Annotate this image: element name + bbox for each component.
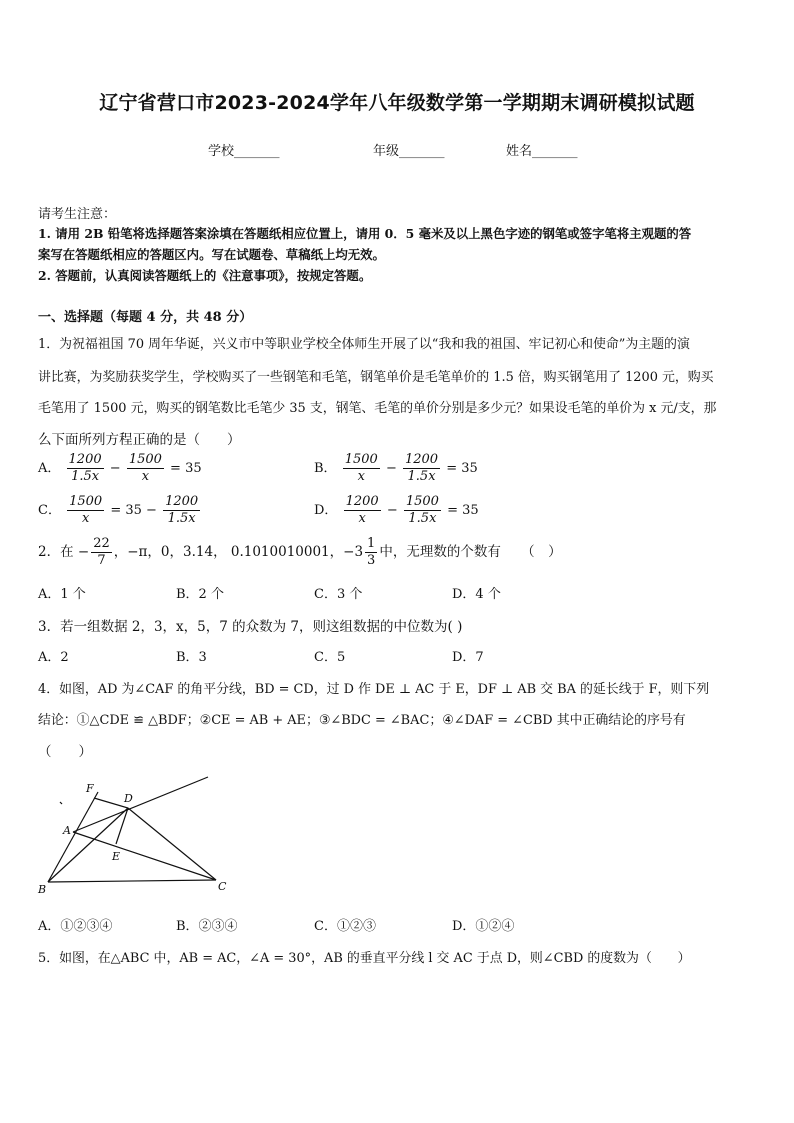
line-bc <box>48 880 216 882</box>
q1-option-b[interactable]: B． $\frac{1500}{x}$ − $\frac{1200}{1.5x}$ = 35 <box>314 452 478 484</box>
label-e: E <box>112 850 121 863</box>
notice-item-1a: 1. 请用 2B 铅笔将选择题答案涂填在答题纸相应位置上，请用 0．5 毫米及以上黑色字迹的钢笔或签字笔将主观题的答 <box>38 226 692 241</box>
q4-option-b[interactable]: B．②③④ <box>176 919 238 934</box>
q4-option-c[interactable]: C．①②③ <box>314 919 376 934</box>
option-label: D． <box>314 503 338 518</box>
fraction: $\frac{1}{3}$ <box>367 536 376 568</box>
section-heading: 一、选择题（每题 4 分，共 48 分） <box>38 310 253 325</box>
q1-line-2: 讲比赛，为奖励获奖学生，学校购买了一些钢笔和毛笔，钢笔单价是毛笔单价的 1.5 倍，购买钢笔用了 1200 元，购买 <box>38 370 714 385</box>
fraction: $\frac{1200}{1.5x}$ <box>68 452 102 484</box>
notice-item-2: 2. 答题前，认真阅读答题纸上的《注意事项》，按规定答题。 <box>38 268 372 283</box>
q1-line-4: 么下面所列方程正确的是（ ） <box>38 432 241 448</box>
option-label: A． <box>38 461 61 476</box>
q3-option-a[interactable]: A．2 <box>38 650 69 665</box>
fraction: $\frac{1500}{x}$ <box>344 452 378 484</box>
notice-item-1b: 案写在答题纸相应的答题区内。写在试题卷、草稿纸上均无效。 <box>38 247 385 262</box>
line-bf <box>48 792 98 882</box>
label-f: F <box>86 782 94 795</box>
q1-option-c[interactable]: C． $\frac{1500}{x}$ = 35 − $\frac{1200}{1.5x}$ <box>38 494 199 526</box>
fraction: $\frac{1200}{1.5x}$ <box>165 494 199 526</box>
q3-option-d[interactable]: D．7 <box>452 650 484 665</box>
tick-mark <box>60 802 62 804</box>
fraction: $\frac{1500}{1.5x}$ <box>405 494 439 526</box>
q1-line-1: 1．为祝福祖国 70 周年华诞，兴义市中等职业学校全体师生开展了以“我和我的祖国、牢记初心和使命”为主题的演 <box>38 337 690 352</box>
fraction: $\frac{22}{7}$ <box>93 536 110 568</box>
q3-option-c[interactable]: C．5 <box>314 650 346 665</box>
q2-option-a[interactable]: A．1 个 <box>38 587 86 602</box>
page-title: 辽宁省营口市2023-2024学年八年级数学第一学期期末调研模拟试题 <box>99 92 695 114</box>
notice-heading: 请考生注意： <box>38 207 117 222</box>
line-bd <box>48 808 128 882</box>
q3-option-b[interactable]: B．3 <box>176 650 207 665</box>
label-a: A <box>63 824 71 837</box>
q2-option-c[interactable]: C．3 个 <box>314 587 363 602</box>
q2-stem: 2．在 − $\frac{22}{7}$ ，−π，0，3.14， 0.1010010001，−3 $\frac{1}{3}$ 中，无理数的个数有 （ ） <box>38 536 562 568</box>
line-df <box>94 798 128 808</box>
option-label: C． <box>38 503 61 518</box>
q1-line-3: 毛笔用了 1500 元，购买的钢笔数比毛笔少 35 支，钢笔、毛笔的单价分别是多少元？如果设毛笔的单价为 x 元/支，那 <box>38 401 717 416</box>
name-field: 姓名_______ <box>506 144 578 159</box>
fraction: $\frac{1500}{x}$ <box>69 494 103 526</box>
q4-option-a[interactable]: A．①②③④ <box>38 919 113 934</box>
q1-option-a[interactable]: A． $\frac{1200}{1.5x}$ − $\frac{1500}{x}$ = 35 <box>38 452 202 484</box>
geometry-figure <box>36 770 236 896</box>
grade-field: 年级_______ <box>373 144 445 159</box>
q2-option-d[interactable]: D．4 个 <box>452 587 501 602</box>
line-dc <box>128 808 216 880</box>
fraction: $\frac{1200}{1.5x}$ <box>404 452 439 484</box>
school-field: 学校_______ <box>208 144 280 159</box>
fraction: $\frac{1500}{x}$ <box>128 452 162 484</box>
q4-option-d[interactable]: D．①②④ <box>452 919 515 934</box>
fraction: $\frac{1200}{x}$ <box>345 494 379 526</box>
option-label: B． <box>314 461 337 476</box>
label-b: B <box>38 883 47 896</box>
q2-option-b[interactable]: B．2 个 <box>176 587 224 602</box>
q4-line-3: （ ） <box>38 744 92 760</box>
q5-stem: 5．如图，在△ABC 中，AB = AC，∠A = 30°，AB 的垂直平分线 l 交 AC 于点 D，则∠CBD 的度数为（ ） <box>38 951 691 966</box>
q4-line-1: 4．如图，AD 为∠CAF 的角平分线，BD = CD，过 D 作 DE ⊥ AC 于 E，DF ⊥ AB 交 BA 的延长线于 F，则下列 <box>38 682 710 697</box>
label-c: C <box>218 880 227 893</box>
q1-option-d[interactable]: D． $\frac{1200}{x}$ − $\frac{1500}{1.5x}$ = 35 <box>314 494 479 526</box>
label-d: D <box>124 792 133 805</box>
q3-stem: 3．若一组数据 2，3，x，5，7 的众数为 7，则这组数据的中位数为( ) <box>38 619 463 635</box>
q4-line-2: 结论：①△CDE ≌ △BDF；②CE = AB + AE；③∠BDC = ∠BAC；④∠DAF = ∠CBD 其中正确结论的序号有 <box>38 713 686 728</box>
